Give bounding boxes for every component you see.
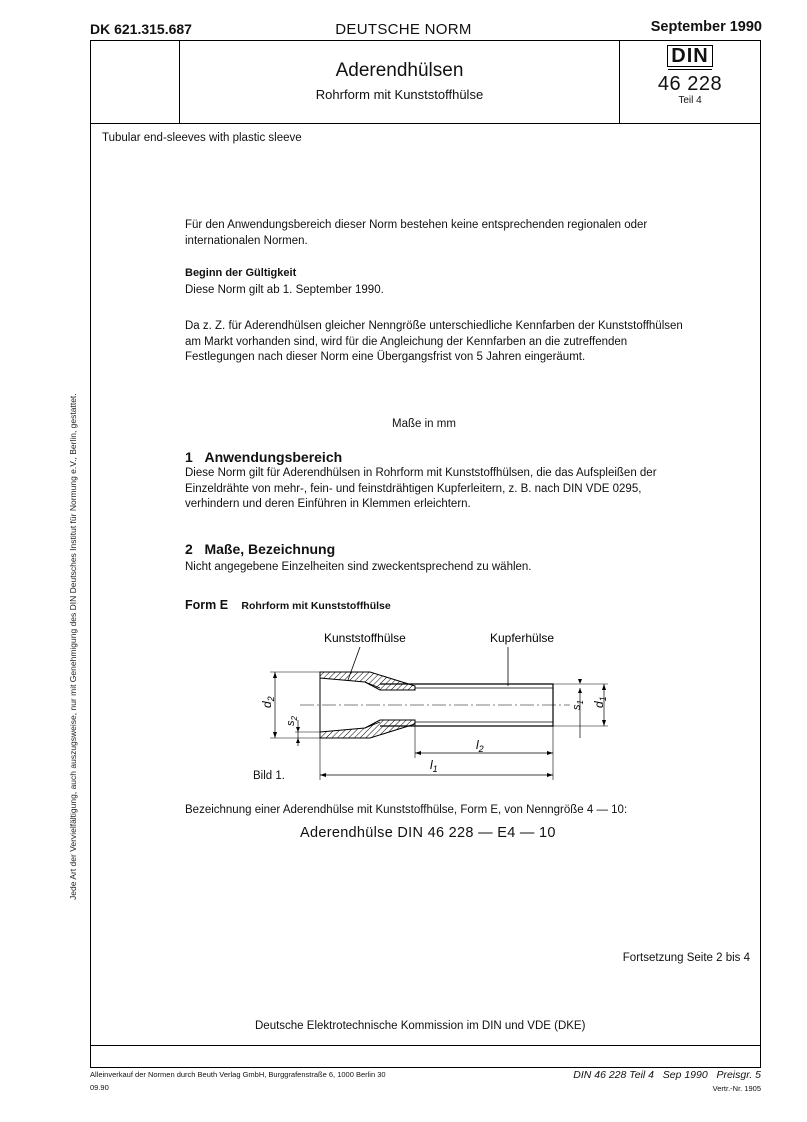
units-note: Maße in mm	[392, 418, 456, 430]
form-title: Rohrform mit Kunststoffhülse	[241, 600, 391, 612]
issue-date: September 1990	[650, 19, 762, 35]
validity-text: Diese Norm gilt ab 1. September 1990.	[185, 284, 384, 296]
part-number: Teil 4	[678, 95, 702, 106]
validity-heading: Beginn der Gültigkeit	[185, 267, 297, 279]
continuation-note: Fortsetzung Seite 2 bis 4	[622, 952, 750, 964]
din-number-block	[620, 45, 760, 106]
d1-label: $d_1$	[592, 696, 608, 708]
l2-label: $l_2$	[476, 738, 484, 754]
section-2-number: 2	[185, 541, 193, 557]
designation-example: Aderendhülse DIN 46 228 — E4 — 10	[300, 825, 556, 841]
title-block-bottom-rule	[90, 123, 761, 124]
din-logo: DIN	[667, 45, 712, 67]
footer-rule	[90, 1045, 761, 1046]
page-title: Aderendhülsen	[335, 60, 464, 81]
distribution-number: Vertr.-Nr. 1905	[712, 1084, 761, 1093]
s2-label: $s_2$	[285, 716, 299, 726]
copyright-side-note: Jede Art der Vervielfältigung, auch auszugsweise, nur mit Genehmigung des DIN Deutsches Institut für Normung e.V., Berlin, gestattet.	[68, 393, 78, 900]
l1-label: $l_1$	[430, 758, 438, 774]
regional-standards-note: Für den Anwendungsbereich dieser Norm bestehen keine entsprechenden regionalen oder internationalen Normen.	[185, 219, 648, 247]
plastic-sleeve-label: Kunststoffhülse	[324, 631, 406, 645]
figure-caption: Bild 1.	[253, 770, 285, 782]
section-1-number: 1	[185, 449, 193, 465]
plastic-sleeve-upper	[320, 672, 415, 690]
section-2-title: Maße, Bezeichnung	[204, 541, 336, 557]
form-label: Form E	[185, 598, 229, 612]
din-number: 46 228	[657, 73, 723, 95]
norm-label: DEUTSCHE NORM	[335, 21, 472, 38]
document-classification: DK 621.315.687	[90, 21, 192, 37]
english-title: Tubular end-sleeves with plastic sleeve	[102, 132, 302, 144]
edition-code: 09.90	[90, 1083, 109, 1092]
sales-note: Alleinverkauf der Normen durch Beuth Verlag GmbH, Burggrafenstraße 6, 1000 Berlin 30	[90, 1070, 386, 1079]
designation-intro: Bezeichnung einer Aderendhülse mit Kunststoffhülse, Form E, von Nenngröße 4 — 10:	[185, 804, 628, 816]
transition-note: Da z. Z. für Aderendhülsen gleicher Nenngröße unterschiedliche Kennfarben der Kunststoffhülsen am Markt vorhanden sind, wird für die Angleichung der Kennfarben an die zutreffenden Festlegungen nach dieser Norm eine Übergangsfrist von 5 Jahren eingeräumt.	[185, 320, 683, 363]
section-2-heading	[185, 541, 335, 557]
s1-arrows	[578, 679, 582, 693]
section-1-text: Diese Norm gilt für Aderendhülsen in Rohrform mit Kunststoffhülsen, die das Aufspleißen der Einzeldrähte von mehr-, fein- und feinstdrähtigen Kupferleitern, z. B. nach DIN VDE 0295, verhindern und deren Einführen in Klemmen erleichtern.	[185, 467, 657, 510]
footer-reference: DIN 46 228 Teil 4 Sep 1990 Preisgr. 5	[573, 1069, 761, 1081]
section-1-title: Anwendungsbereich	[204, 449, 343, 465]
d2-label: $d_2$	[260, 696, 276, 708]
section-2-text: Nicht angegebene Einzelheiten sind zweckentsprechend zu wählen.	[185, 561, 532, 573]
copper-sleeve-label: Kupferhülse	[490, 631, 555, 645]
section-1-heading	[185, 449, 342, 465]
page-subtitle: Rohrform mit Kunststoffhülse	[315, 87, 484, 102]
committee-name: Deutsche Elektrotechnische Kommission im DIN und VDE (DKE)	[255, 1020, 586, 1032]
sleeve-drawing	[240, 620, 640, 790]
plastic-sleeve-lower	[320, 720, 415, 738]
form-heading	[185, 596, 391, 614]
s1-label: $s_1$	[571, 700, 585, 710]
